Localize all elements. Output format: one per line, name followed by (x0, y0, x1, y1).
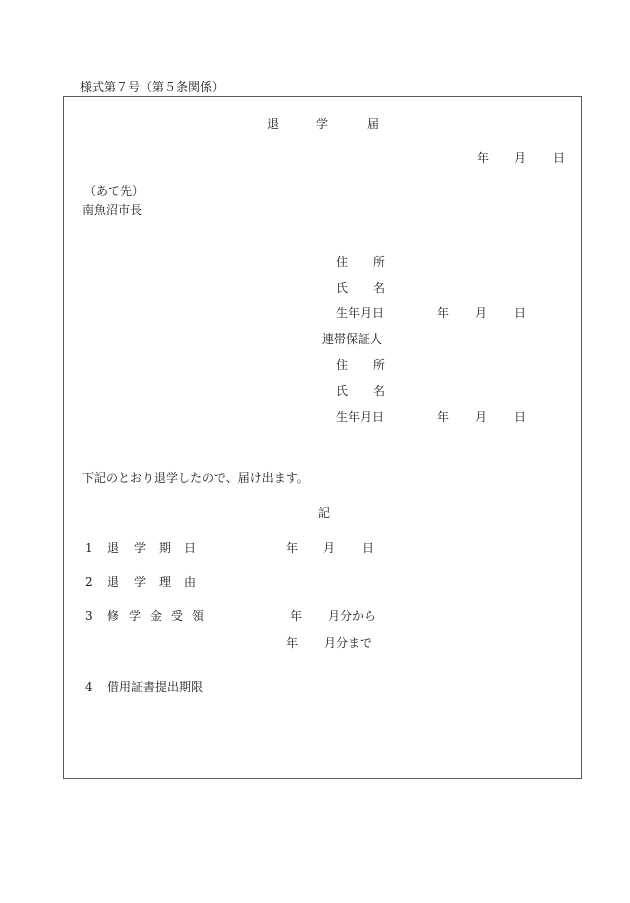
date-month-label: 月 (514, 151, 527, 165)
from-year: 年 (290, 609, 303, 623)
date-year-label: 年 (477, 151, 490, 165)
guarantor-birth-label: 生年月日 (336, 410, 385, 424)
applicant-birth-month: 月 (475, 306, 488, 320)
guarantor-address-char: 住 (336, 358, 349, 372)
applicant-birth-label: 生年月日 (336, 306, 385, 320)
item-label-char: 退 (107, 541, 120, 555)
item-label-char: 学 (134, 575, 147, 589)
item-label-char: 金 (150, 609, 163, 623)
statement-text: 下記のとおり退学したので、届け出ます。 (82, 471, 309, 485)
title-char: 退 (267, 117, 280, 131)
item-day: 日 (362, 541, 375, 555)
guarantor-name-char: 名 (373, 384, 386, 398)
applicant-name-char: 名 (373, 281, 386, 295)
item-year: 年 (286, 541, 299, 555)
item-label-char: 理 (159, 575, 172, 589)
from-month: 月分から (328, 609, 377, 623)
applicant-birth-year: 年 (437, 306, 450, 320)
item-number: 3 (85, 609, 93, 623)
item-number: 4 (85, 680, 93, 694)
item-label: 借用証書提出期限 (107, 680, 204, 694)
guarantor-address-char: 所 (373, 358, 386, 372)
to-year: 年 (286, 636, 299, 650)
date-day-label: 日 (553, 151, 566, 165)
item-number: 2 (85, 575, 93, 589)
item-label-char: 学 (134, 541, 147, 555)
form-frame (63, 96, 582, 779)
applicant-name-char: 氏 (336, 281, 349, 295)
item-month: 月 (323, 541, 336, 555)
addressee-name: 南魚沼市長 (82, 203, 143, 217)
item-label-char: 修 (107, 609, 120, 623)
guarantor-name-char: 氏 (336, 384, 349, 398)
applicant-birth-day: 日 (514, 306, 527, 320)
item-label-char: 受 (171, 609, 184, 623)
guarantor-birth-day: 日 (514, 410, 527, 424)
title-char: 学 (316, 117, 329, 131)
item-label-char: 領 (192, 609, 205, 623)
ki-heading: 記 (318, 506, 331, 520)
item-label-char: 退 (107, 575, 120, 589)
item-label-char: 日 (184, 541, 197, 555)
addressee-label: （あて先） (84, 184, 145, 198)
item-number: 1 (85, 541, 93, 555)
to-month: 月分まで (324, 636, 373, 650)
guarantor-birth-year: 年 (437, 410, 450, 424)
guarantor-birth-month: 月 (475, 410, 488, 424)
applicant-address-char: 所 (373, 255, 386, 269)
title-char: 届 (367, 117, 380, 131)
item-label-char: 由 (184, 575, 197, 589)
form-number-header: 様式第７号（第５条関係） (80, 80, 225, 94)
applicant-address-char: 住 (336, 255, 349, 269)
item-label-char: 期 (159, 541, 172, 555)
item-label-char: 学 (129, 609, 142, 623)
guarantor-heading: 連帯保証人 (322, 332, 383, 346)
